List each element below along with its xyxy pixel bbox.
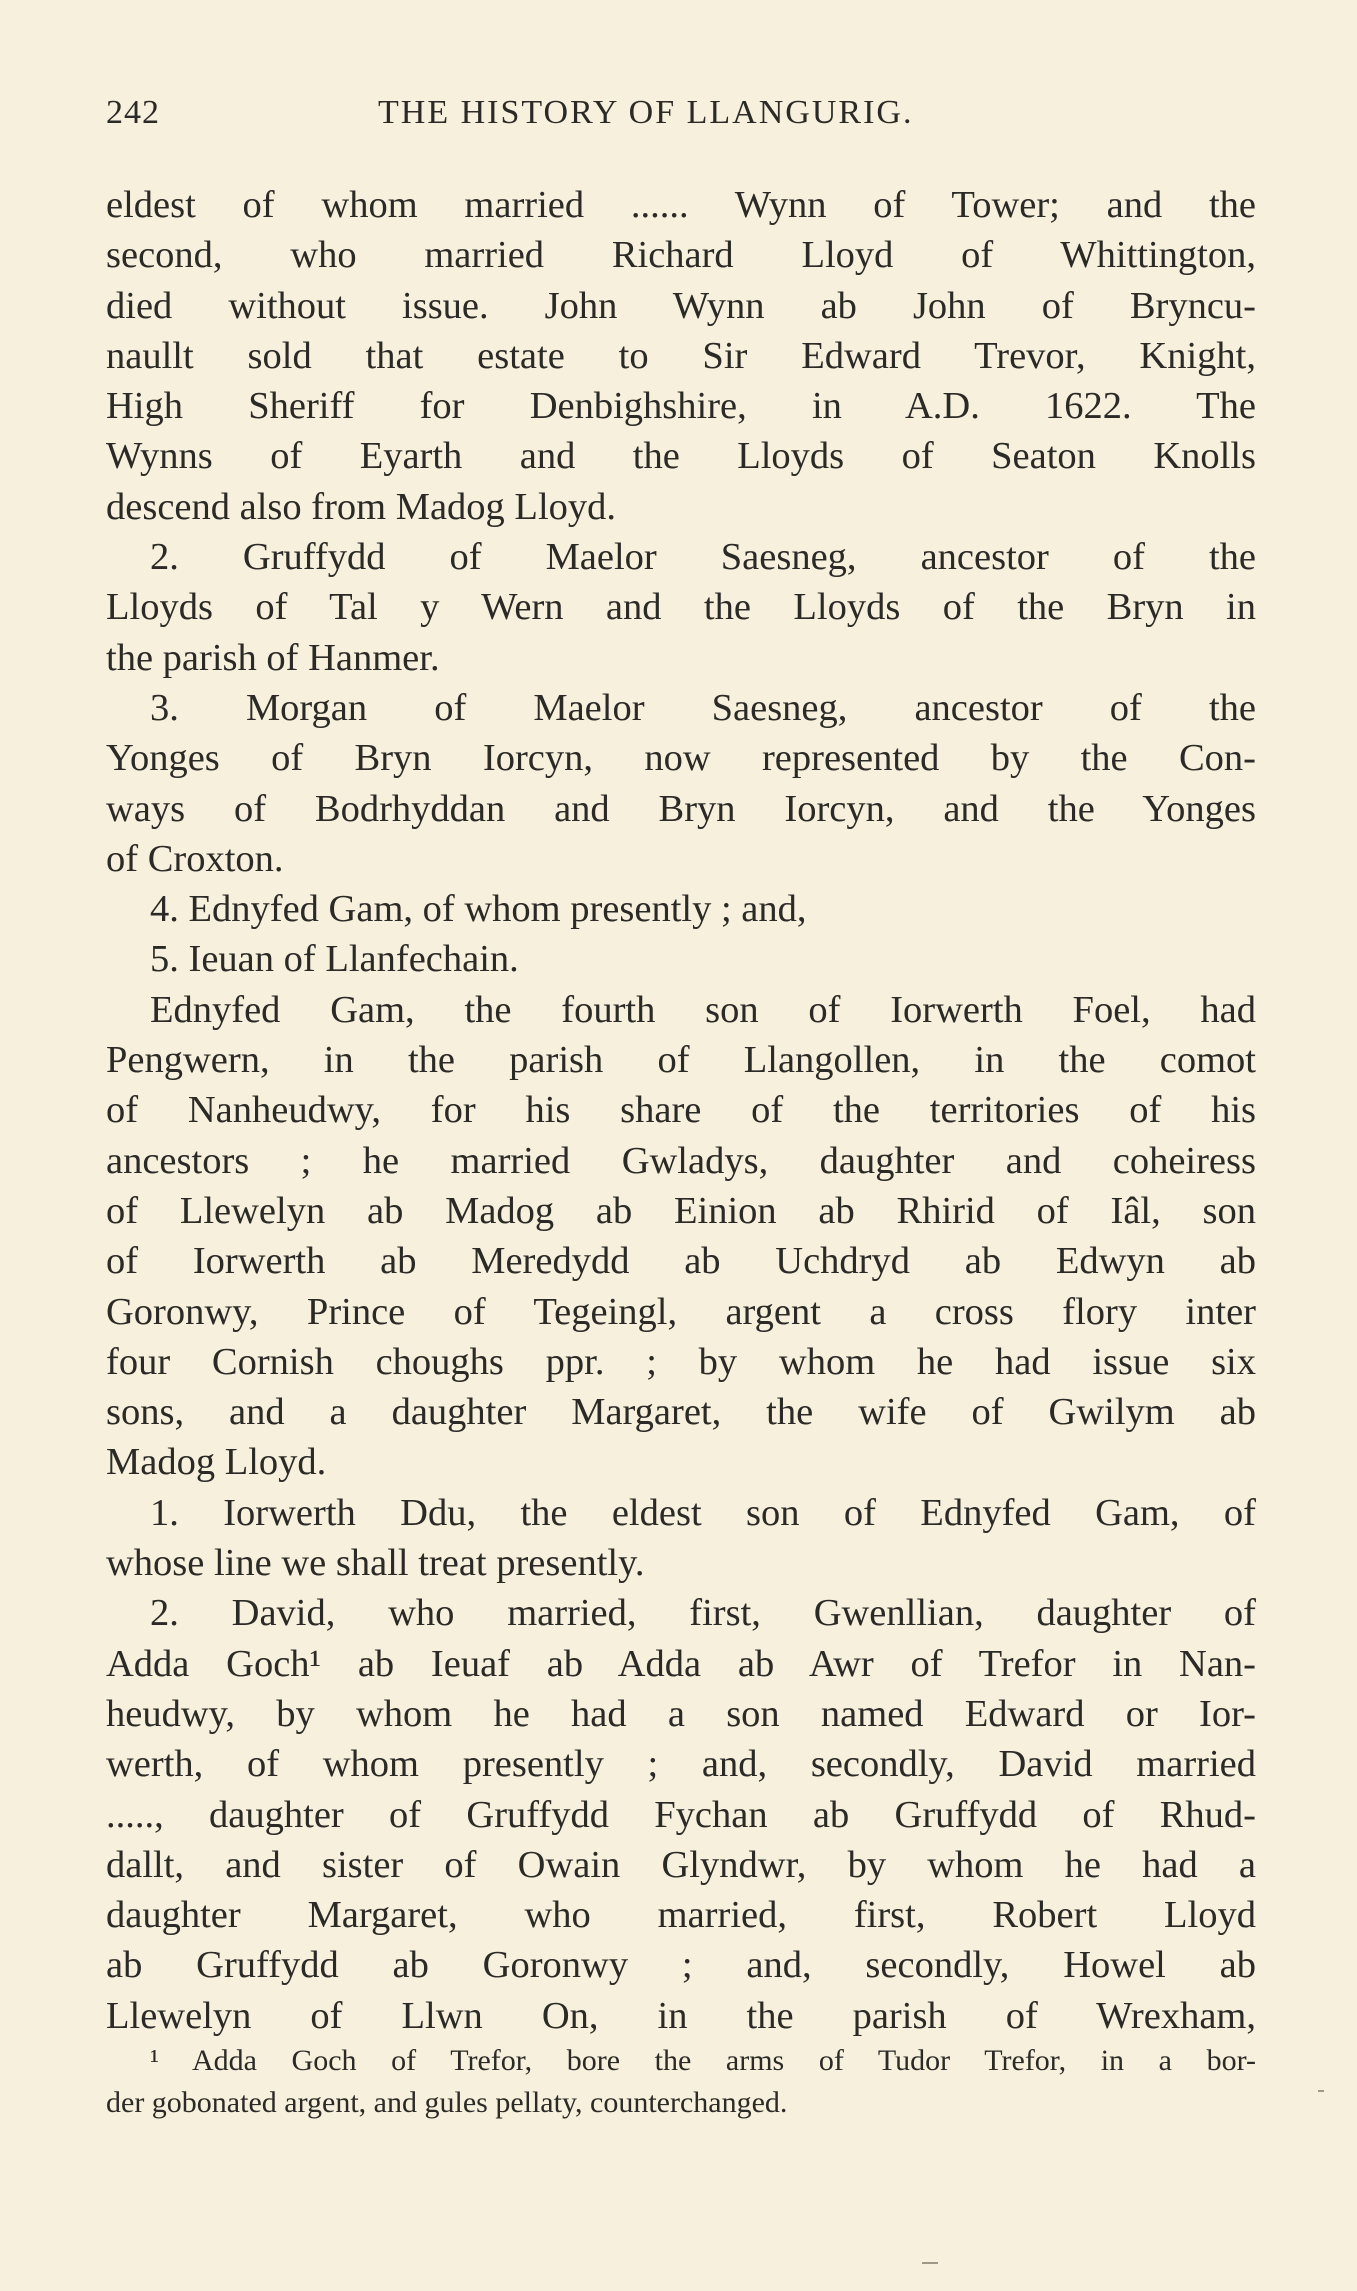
text-line: naullt sold that estate to Sir Edward Trevor, Knight, [106,334,1256,377]
text-line: of Llewelyn ab Madog ab Einion ab Rhirid of Iâl, son [106,1189,1256,1232]
text-line: whose line we shall treat presently. [106,1542,645,1585]
text-line: Ednyfed Gam, the fourth son of Iorwerth Foel, had [150,988,1256,1031]
page-header [106,94,1256,144]
text-line: four Cornish choughs ppr. ; by whom he had issue six [106,1340,1256,1383]
text-line: the parish of Hanmer. [106,636,440,679]
text-line: heudwy, by whom he had a son named Edward or Ior- [106,1692,1256,1735]
text-line: of Nanheudwy, for his share of the territories of his [106,1089,1256,1132]
text-line: daughter Margaret, who married, first, Robert Lloyd [106,1894,1256,1937]
text-line: died without issue. John Wynn ab John of Bryncu- [106,284,1256,327]
text-line: Madog Lloyd. [106,1441,327,1484]
page-number: 242 [106,94,160,131]
text-line: ancestors ; he married Gwladys, daughter and coheiress [106,1139,1256,1182]
text-line: eldest of whom married ...... Wynn of Tower; and the [106,184,1256,226]
text-line: 2. Gruffydd of Maelor Saesneg, ancestor of the [150,536,1256,579]
text-line: descend also from Madog Lloyd. [106,485,617,528]
text-line: Pengwern, in the parish of Llangollen, in the comot [106,1039,1256,1082]
text-line: of Croxton. [106,837,284,880]
text-line: Lloyds of Tal y Wern and the Lloyds of the Bryn in [106,586,1256,629]
footnotes [106,2040,1256,2124]
footnote-line: der gobonated argent, and gules pellaty, counterchanged. [106,2086,788,2119]
text-line: Wynns of Eyarth and the Lloyds of Seaton Knolls [106,435,1256,478]
text-line: ways of Bodrhyddan and Bryn Iorcyn, and the Yonges [106,787,1256,830]
text-line: Yonges of Bryn Iorcyn, now represented by the Con- [106,737,1256,780]
text-line: Goronwy, Prince of Tegeingl, argent a cross flory inter [106,1290,1256,1333]
text-line: 3. Morgan of Maelor Saesneg, ancestor of the [150,686,1256,729]
text-line: High Sheriff for Denbighshire, in A.D. 1622. The [106,385,1256,428]
running-title: THE HISTORY OF LLANGURIG. [378,94,914,131]
page-speck [922,2262,938,2264]
text-line: 1. Iorwerth Ddu, the eldest son of Ednyfed Gam, of [150,1491,1256,1534]
text-line: werth, of whom presently ; and, secondly, David married [106,1743,1256,1786]
text-line: 5. Ieuan of Llanfechain. [150,938,519,981]
text-line: 4. Ednyfed Gam, of whom presently ; and, [150,888,807,931]
text-line: second, who married Richard Lloyd of Whittington, [106,234,1256,277]
text-line: 2. David, who married, first, Gwenllian, daughter of [150,1592,1256,1635]
text-line: Llewelyn of Llwn On, in the parish of Wrexham, [106,1994,1256,2037]
text-line: of Iorwerth ab Meredydd ab Uchdryd ab Edwyn ab [106,1240,1256,1283]
footnote-line: ¹ Adda Goch of Trefor, bore the arms of Tudor Trefor, in a bor- [150,2044,1256,2077]
text-line: ....., daughter of Gruffydd Fychan ab Gruffydd of Rhud- [106,1793,1256,1836]
page-speck [1318,2090,1324,2092]
text-line: sons, and a daughter Margaret, the wife of Gwilym ab [106,1391,1256,1434]
text-line: ab Gruffydd ab Goronwy ; and, secondly, Howel ab [106,1944,1256,1987]
body-text [106,180,1256,2041]
text-line: Adda Goch¹ ab Ieuaf ab Adda ab Awr of Trefor in Nan- [106,1642,1256,1685]
text-line: dallt, and sister of Owain Glyndwr, by whom he had a [106,1843,1256,1886]
